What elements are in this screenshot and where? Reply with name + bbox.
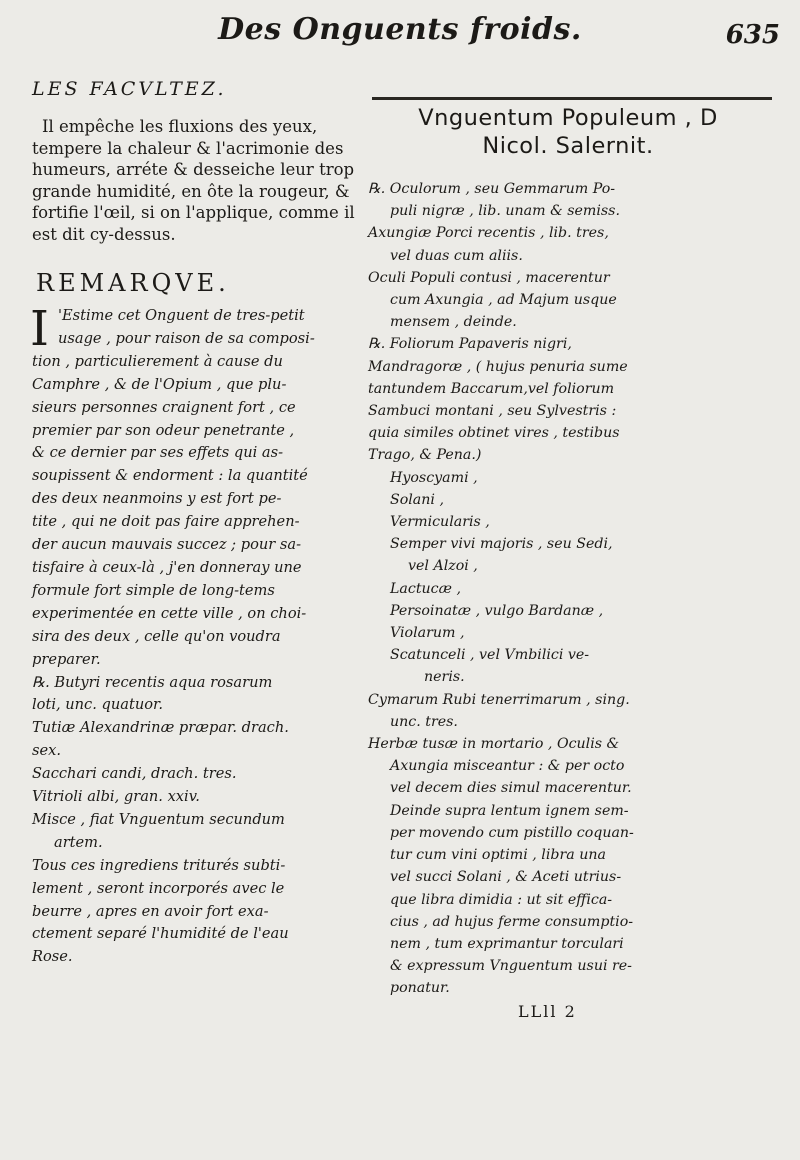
text-line: Cymarum Rubi tenerrimarum , sing. [368,691,630,708]
text-line: tite , qui ne doit pas faire apprehen- [32,513,300,531]
text-line: que libra dimidia : ut sit effica- [390,891,613,908]
page-number: 635 [725,20,780,50]
text-line: Deinde supra lentum ignem sem- [390,802,629,819]
text-line: artem. [54,833,103,851]
text-line: Axungia misceantur : & per octo [390,758,625,775]
populeum-recipe [368,178,768,1000]
remarque-block [30,301,372,672]
text-line: Tutiæ Alexandrinæ præpar. drach. [32,719,289,737]
text-line: Misce , fiat Vnguentum secundum [32,810,285,828]
text-line: Hyoscyami , [390,469,478,486]
text-line: mensem , deinde. [390,314,517,331]
text-line: Persoinatæ , vulgo Bardanæ , [390,602,604,619]
text-line: tion , particulierement à cause du [32,352,283,370]
section-title: LES FACVLTEZ. [32,78,227,100]
text-line: Mandragoræ , ( hujus penuria sume [368,358,628,375]
recipe-title-line2: Nicol. Salernit. [482,133,654,159]
text-line: vel Alzoi , [408,558,478,575]
text-line: Rose. [32,948,73,966]
text-line: cius , ad hujus ferme consumptio- [390,913,634,930]
text-line: soupissent & endorment : la quantité [32,467,308,485]
text-line: sex. [32,742,61,760]
text-line: per movendo cum pistillo coquan- [390,824,634,841]
text-line: Lactucæ , [390,580,461,597]
text-line: usage , pour raison de sa composi- [58,329,315,347]
text-line: Sacchari candi, drach. tres. [32,765,237,783]
text-line: Semper vivi majoris , seu Sedi, [390,536,613,553]
text-line: loti, unc. quatuor. [32,696,164,714]
running-head: Des Onguents froids. [218,12,582,47]
text-line: tur cum vini optimi , libra una [390,847,606,864]
text-line: nem , tum exprimantur torculari [390,935,624,952]
text-line: ℞. Butyri recentis aqua rosarum [32,673,273,691]
drop-cap: I [30,301,49,357]
text-line: unc. tres. [390,713,458,730]
text-line: Oculi Populi contusi , macerentur [368,269,610,286]
text-line: des deux neanmoins y est fort pe- [32,490,282,508]
text-line: tantundem Baccarum,vel foliorum [368,380,615,397]
text-line: ponatur. [390,980,450,997]
remarque-text [30,301,372,672]
text-line: puli nigræ , lib. unam & semiss. [390,203,620,220]
text-line: Herbæ tusæ in mortario , Oculis & [368,736,620,753]
text-line: preparer. [32,650,101,668]
recipe-title [368,104,768,160]
text-line: beurre , apres en avoir fort exa- [32,902,269,920]
text-line: Violarum , [390,625,465,642]
text-line: Axungiæ Porci recentis , lib. tres, [368,225,609,242]
text-line: premier par son odeur penetrante , [32,421,295,439]
text-line: 'Estime cet Onguent de tres-petit [58,307,305,324]
text-line: Vitrioli albi, gran. xxiv. [32,788,200,806]
recipe-text [32,672,372,855]
right-column [368,88,768,1021]
text-line: sieurs personnes craignent fort , ce [32,398,296,416]
text-line: ℞. Foliorum Papaveris nigri, [368,336,572,353]
text-line: ℞. Oculorum , seu Gemmarum Po- [368,181,616,197]
text-line: Tous ces ingrediens triturés subti- [32,856,286,874]
text-line: vel duas cum aliis. [390,247,523,264]
text-line: Vermicularis , [390,514,490,531]
text-line: lement , seront incorporés avec le [32,879,285,897]
text-line: & expressum Vnguentum usui re- [390,958,632,975]
text-line: experimentée en cette ville , on choi- [32,604,307,622]
text-line: & ce dernier par ses effets qui as- [32,444,284,462]
text-line: vel succi Solani , & Aceti utrius- [390,869,622,886]
text-line: quia similes obtinet vires , testibus [368,425,620,442]
facultez-paragraph: Il empêche les fluxions des yeux, tempere la chaleur & l'acrimonie des humeurs, arréte & desseiche leur trop grande humidité, en ôte la rougeur, & fortifie l'œil, si on l'applique, comme il est dit cy-dessus. [32,117,355,244]
text-line: sira des deux , celle qu'on voudra [32,627,281,645]
text-line: cum Axungia , ad Majum usque [390,292,617,309]
text-line: Sambuci montani , seu Sylvestris : [368,403,617,420]
text-line: vel decem dies simul macerentur. [390,780,632,797]
text-line: Camphre , & de l'Opium , que plu- [32,375,287,393]
text-line: Solani , [390,491,444,508]
text-line: ctement separé l'humidité de l'eau [32,925,289,943]
text-line: tisfaire à ceux-là , j'en donneray une [32,558,302,576]
text-line: neris. [424,669,465,686]
text-line: Trago, & Pena.) [368,447,482,464]
text-line: Scatunceli , vel Vmbilici ve- [390,647,590,664]
closing-text [32,855,372,970]
text-line: formule fort simple de long-tems [32,581,275,599]
signature-mark: LLll 2 [518,1001,577,1021]
text-line: der aucun mauvais succez ; pour sa- [32,536,302,554]
remarque-heading: REMARQVE. [36,269,230,297]
recipe-title-line1: Vnguentum Populeum , D [418,105,718,131]
left-column [32,70,372,969]
